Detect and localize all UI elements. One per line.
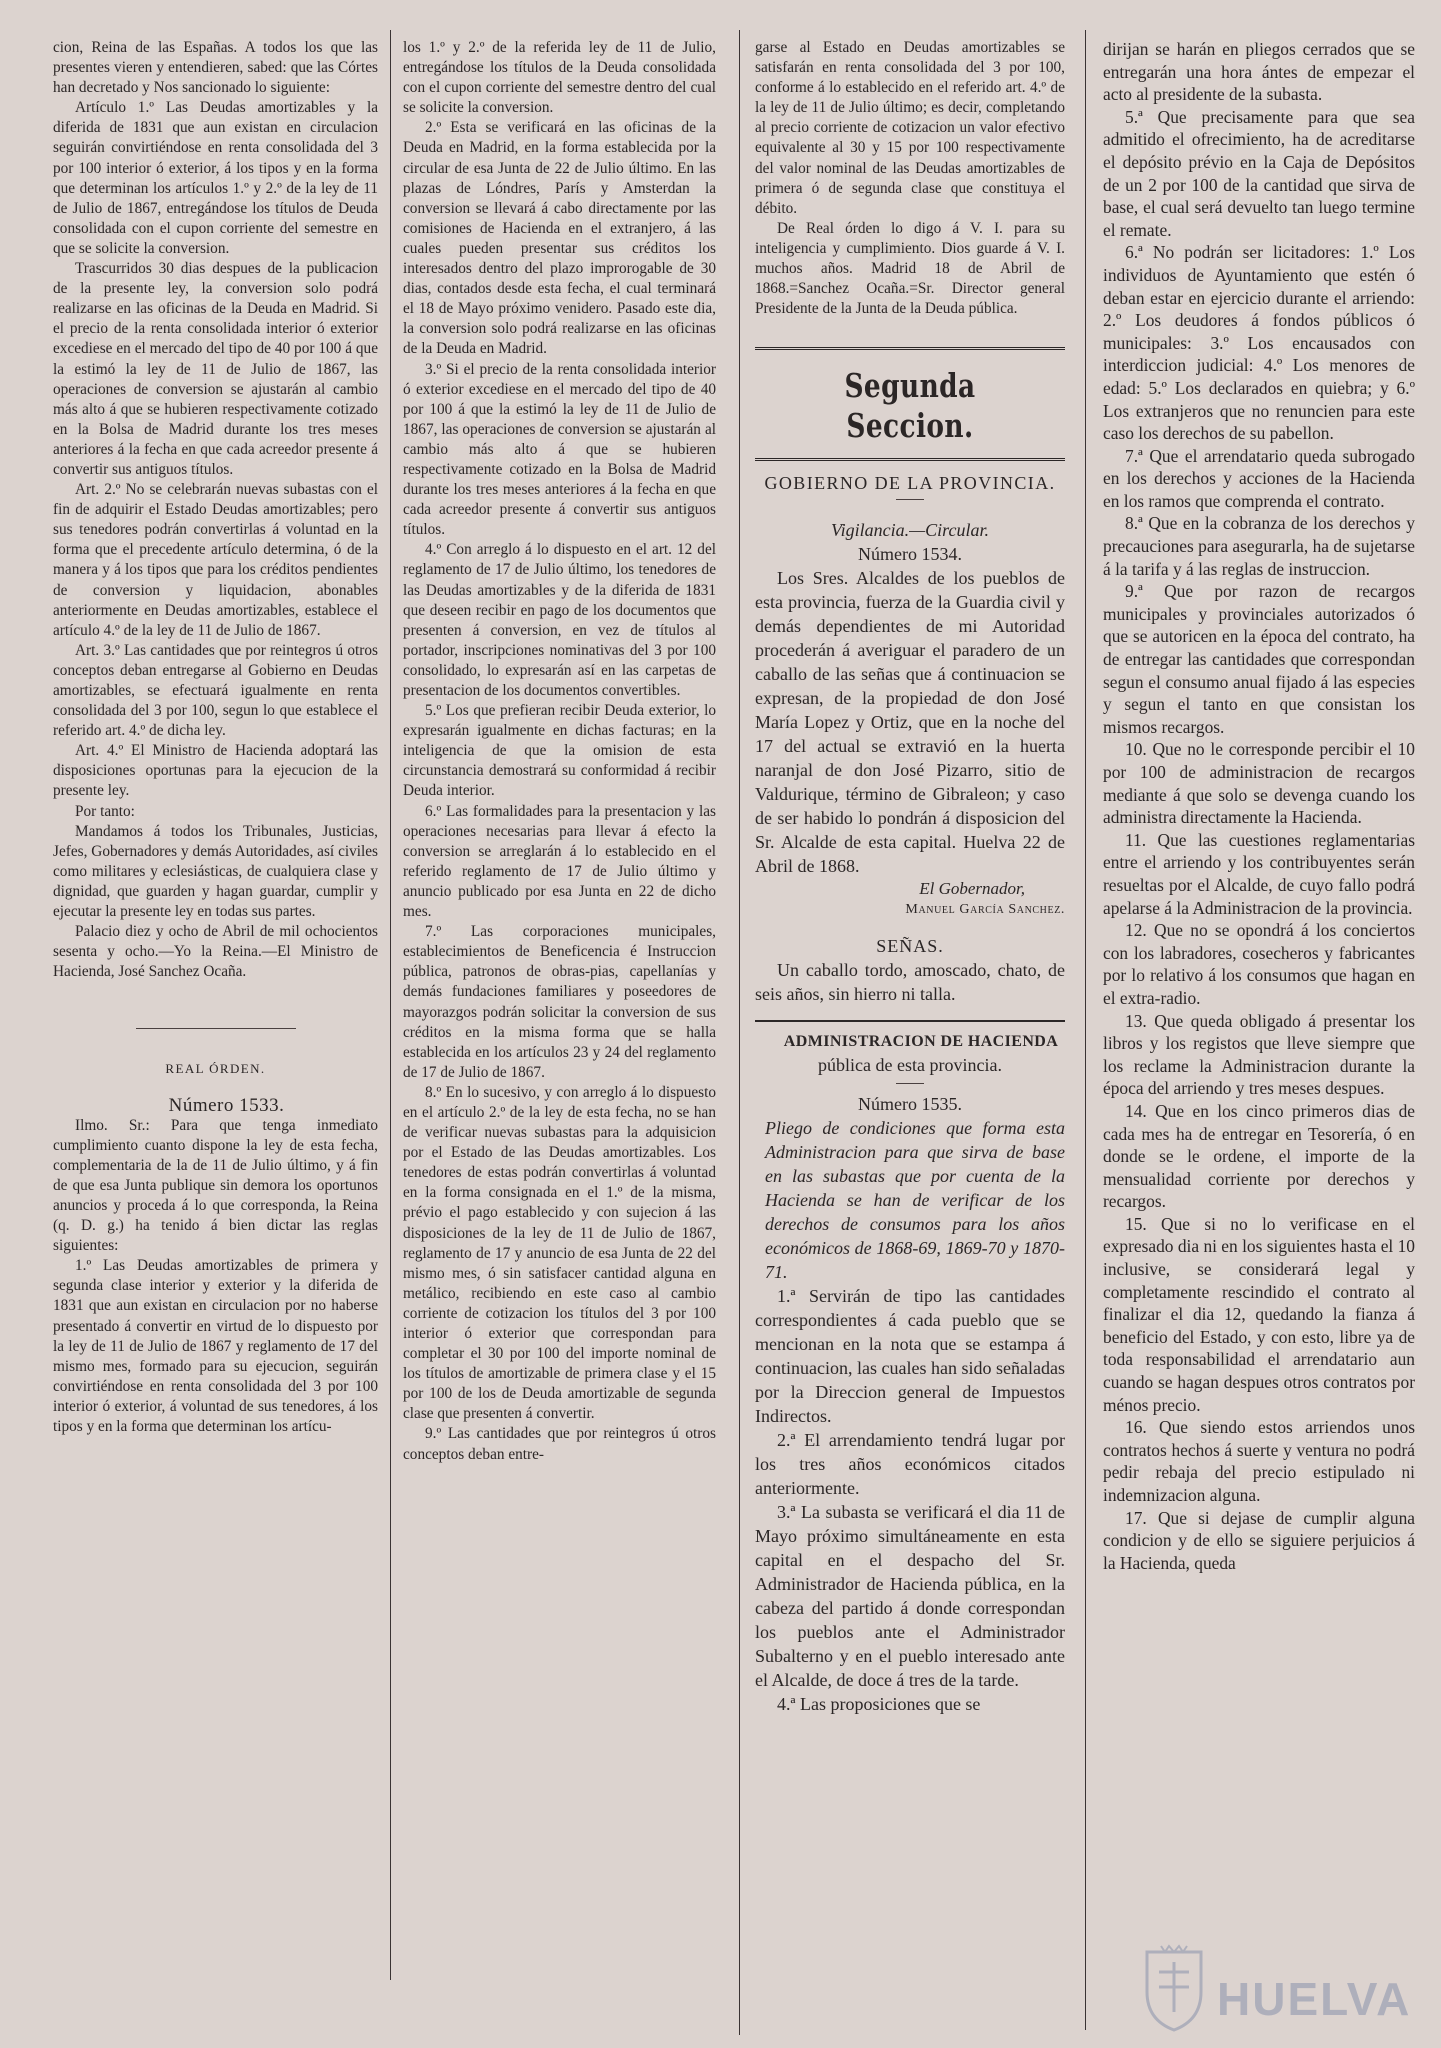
paragraph: 6.º Las formalidades para la presentacion y las operaciones necesarias para llevar á efecto la conversion se arreglarán á lo establecido en el referido reglamento de 17 de Julio último y anuncio publicado por esa Junta en 22 de dicho mes. (403, 802, 716, 921)
column-divider (1085, 30, 1086, 2030)
paragraph: 8.º En lo sucesivo, y con arreglo á lo dispuesto en el artículo 2.º de la ley de esta fecha, no se han de verificar nuevas subastas para la adquisicion por el Estado de las Deudas amortizables. Los tenedores de estas podrán convertirlas á voluntad en la forma consignada en el 1.º de la misma, prévio el pago establecido y con sujecion á las disposiciones de la ley de 11 de Julio de 1867, reglamento de 17 y anuncio de esa Junta de 22 del mismo mes, ó sin satisfacer cantidad alguna en metálico, recibiendo en este caso al cambio corriente de cotizacion los títulos del 3 por 100 interior ó exterior que correspondan para completar el 30 por 100 del importe nominal de los títulos de amortizable de primera clase y el 15 por 100 de los de Deuda amortizable de segunda clase que presenten á convertir. (403, 1083, 716, 1423)
paragraph: Artículo 1.º Las Deudas amortizables y la diferida de 1831 que aun existan en circulacion seguirán convirtiéndose en renta consolidada del 3 por 100 interior ó exterior, á los tipos y en la forma que determinan los artículos 1.º y 2.º de la ley de 11 de Julio de 1867, entregándose los títulos de Deuda consolidada con el cupon corriente del semestre en que se solicite la conversion. (53, 99, 378, 257)
paragraph: los 1.º y 2.º de la referida ley de 11 de Julio, entregándose los títulos de la Deuda consolidada con el cupon corriente del semestre dentro del cual se solicite la conversion. (403, 39, 716, 117)
huelva-watermark (1139, 1942, 1412, 2032)
divider (136, 1028, 296, 1029)
condition: 14. Que en los cinco primeros dias de cada mes ha de entregar en Tesorería, ó en donde se le ordene, el importe de la mensualidad corriente por derechos y recargos. (1103, 1100, 1415, 1212)
paragraph: Art. 2.º No se celebrarán nuevas subastas con el fin de adquirir el Estado Deudas amortizables; pero sus tenedores podrán convertirlas á voluntad en la forma que el precedente artículo determina, ó de la manera y á los tipos que para los créditos pendientes de conversion y liquidacion, abonables anteriormente en Deudas amortizables, establece el artículo 4.º de la ley de 11 de Julio de 1867. (53, 481, 378, 639)
column-3 (755, 38, 1065, 2033)
paragraph: dirijan se harán en pliegos cerrados que se entregarán una hora ántes de empezar el acto al presidente de la subasta. (1103, 39, 1415, 105)
paragraph: 3.º Si el precio de la renta consolidada interior ó exterior excediese en el mercado del tipo de 40 por 100 á que la estimó la ley de 11 de Julio de 1867, las operaciones de conversion se ajustarán al cambio más alto á que se hubieren respectivamente cotizado en la Bolsa de Madrid durante los tres meses anteriores á la fecha en que cada acreedor presente á convertir sus antiguos títulos. (403, 360, 716, 539)
section-title: Segunda Seccion. (844, 366, 976, 446)
column-divider (739, 30, 740, 2035)
paragraph: Mandamos á todos los Tribunales, Justicias, Jefes, Gobernadores y demás Autoridades, así civiles como militares y eclesiásticas, de cualquiera clase y dignidad, que guarden y hagan guardar, cumplir y ejecutar la presente ley en todas sus partes. (53, 822, 378, 921)
real-orden-heading: REAL ÓRDEN. (165, 1061, 266, 1077)
condition: 11. Que las cuestiones reglamentarias entre el arriendo y los contribuyentes serán resueltas por el Alcalde, de cuyo fallo podrá apelarse á la Administracion de la provincia. (1103, 829, 1415, 918)
condition: 3.ª La subasta se verificará el dia 11 de Mayo próximo simultáneamente en esta capital en el despacho del Sr. Administrador de Hacienda pública, en la cabeza del partido á donde correspondan los pueblos ante el Administrador Subalterno y en el pueblo interesado ante el Alcalde, de doce á tres de la tarde. (755, 1501, 1065, 1690)
vigilancia-heading: Vigilancia.—Circular. (830, 520, 989, 541)
divider (896, 1083, 924, 1084)
condition: 7.ª Que el arrendatario queda subrogado en los derechos y acciones de la Hacienda en los ramos que comprenda el contrato. (1103, 445, 1415, 511)
column-1 (53, 38, 378, 2033)
number-1534: Número 1534. (858, 544, 962, 565)
column-4 (1103, 38, 1415, 2033)
paragraph: 7.º Las corporaciones municipales, establecimientos de Beneficencia é Instruccion pública, patronos de obras-pias, capellanías y demás fundaciones familiares y poseedores de mayorazgos podrán solicitar la conversion de sus créditos en la misma forma que se halla establecida en los artículos 23 y 24 del reglamento de 17 de Julio de 1867. (403, 923, 716, 1081)
shield-icon (1139, 1942, 1209, 2032)
condition: 15. Que si no lo verificase en el expresado dia ni en los siguientes hasta el 10 inclusive, se considerará legal y completamente rescindido el contrato al finalizar el dia 12, quedando la fianza á beneficio del Estado, y con esto, libre ya de toda responsabilidad el arrendatario aun cuando se hagan despues otros contratos por ménos precio. (1103, 1213, 1415, 1415)
paragraph: Ilmo. Sr.: Para que tenga inmediato cumplimiento cuanto dispone la ley de esta fecha, complementaria de la de 11 de Julio último, y á fin de que esa Junta publique sin demora los oportunos anuncios y proceda á lo que corresponda, la Reina (q. D. g.) ha tenido á bien dictar las reglas siguientes: (53, 1116, 378, 1255)
condition: 13. Que queda obligado á presentar los libros y los registos que lleve siempre que los reclame la Administracion durante la época del arriendo y tres meses despues. (1103, 1010, 1415, 1099)
paragraph: 2.º Esta se verificará en las oficinas de la Deuda en Madrid, en la forma establecida por la circular de esa Junta de 22 de Julio último. En las plazas de Lóndres, París y Amsterdan la conversion se llevará á cabo directamente por las comisiones de Hacienda en el extranjero, á las cuales pueden presentar sus créditos los interesados dentro del plazo improrogable de 30 dias, contados desde esta fecha, el cual terminará el 18 de Mayo próximo venidero. Pasado este dia, la conversion solo podrá realizarse en las oficinas de la Deuda en Madrid. (403, 119, 716, 358)
column-2 (403, 38, 716, 2033)
condition: 1.ª Servirán de tipo las cantidades correspondientes á cada pueblo que se mencionan en la nota que se estampa á continuacion, las cuales han sido señaladas por la Direccion general de Impuestos Indirectos. (755, 1285, 1065, 1426)
admin-heading: ADMINISTRACION DE HACIENDA (783, 1033, 1059, 1051)
section-divider (755, 347, 1065, 350)
number-heading: Número 1533. (168, 1094, 285, 1116)
paragraph: 5.º Los que prefieran recibir Deuda exterior, lo expresarán igualmente en dichas facturas; en la inteligencia de que la omision de esta circunstancia demostrará su conformidad á recibir Deuda interior. (403, 702, 716, 800)
condition: 9.ª Que por razon de recargos municipales y provinciales autorizados ó que se autoricen en la época del contrato, ha de entregar las cantidades que correspondan segun el consumo anual fijado á las especies y segun el tanto en que consistan los mismos recargos. (1103, 581, 1415, 737)
divider (896, 499, 924, 500)
number-1535: Número 1535. (858, 1093, 962, 1114)
gobernador-name: Manuel García Sanchez. (905, 902, 1065, 918)
gobernador-title: El Gobernador, (919, 879, 1025, 899)
condition: 5.ª Que precisamente para que sea admitido el ofrecimiento, ha de acreditarse el depósito prévio en la Caja de Depósitos de un 2 por 100 de la cantidad que sirva de base, el cual será devuelto tan luego termine el remate. (1103, 106, 1415, 240)
watermark-text: HUELVA (1217, 1973, 1412, 2025)
senas-heading: SEÑAS. (876, 936, 944, 957)
condition: 16. Que siendo estos arriendos unos contratos hechos á suerte y ventura no podrá pedir rebaja del precio estipulado ni indemnizacion alguna. (1103, 1417, 1415, 1505)
pliego-text: Pliego de condiciones que forma esta Administracion para que sirva de base en las subastas que por cuenta de la Hacienda se han de verificar de los derechos de consumos para los años económicos de 1868-69, 1869-70 y 1870-71. (765, 1117, 1065, 1282)
section-divider (755, 458, 1065, 461)
condition: 2.ª El arrendamiento tendrá lugar por los tres años económicos citados anteriormente. (755, 1429, 1065, 1498)
condition: 4.ª Las proposiciones que se (777, 1693, 981, 1714)
senas-text: Un caballo tordo, amoscado, chato, de seis años, sin hierro ni talla. (755, 960, 1065, 1005)
paragraph: Art. 3.º Las cantidades que por reintegros ú otros conceptos deban entregarse al Gobierno en Deudas amortizables, se efectuará igualmente en renta consolidada del 3 por 100, segun lo que establece el referido art. 4.º de dicha ley. (53, 641, 378, 740)
condition: 17. Que si dejase de cumplir alguna condicion y de ello se siguiere perjuicios á la Hacienda, queda (1103, 1507, 1415, 1573)
column-divider (390, 30, 391, 1980)
section-divider (755, 1020, 1065, 1022)
paragraph: Art. 4.º El Ministro de Hacienda adoptará las disposiciones oportunas para la ejecucion de la presente ley. (53, 742, 378, 800)
vigilancia-text: Los Sres. Alcaldes de los pueblos de esta provincia, fuerza de la Guardia civil y demás dependientes de mi Autoridad procederán á averiguar el paradero de un caballo de las señas que á continuacion se expresan, de la propiedad de don José María Lopez y Ortiz, que en la noche del 17 del actual se extravió en la huerta naranjal de don José Pizarro, sitio de Valdurique, término de Gibraleon; y caso de ser habido lo pondrán á disposicion del Sr. Alcalde de esta capital. Huelva 22 de Abril de 1868. (755, 568, 1065, 877)
condition: 8.ª Que en la cobranza de los derechos y precauciones para asegurarla, ha de sujetarse á la tarifa y á las reglas de instruccion. (1103, 513, 1415, 579)
paragraph: 1.º Las Deudas amortizables de primera y segunda clase interior y exterior y la diferida de 1831 que aun existan en circulacion por no haberse presentado á convertir en virtud de lo dispuesto por la ley de 11 de Julio de 1867 y reglamento de 17 del mismo mes, formado para su ejecucion, seguirán convirtiéndose en renta consolidada del 3 por 100 interior ó exterior, á voluntad de sus tenedores, á los tipos y en la forma que determinan los artícu- (53, 1257, 378, 1435)
paragraph: Trascurridos 30 dias despues de la publicacion de la presente ley, la conversion solo podrá realizarse en las oficinas de la Deuda en Madrid. Si el precio de la renta consolidada interior ó exterior excediese en el mercado del tipo de 40 por 100 á que la estimó la ley de 11 de Julio de 1867, las operaciones de conversion se ajustarán al cambio más alto á que se hubieren respectivamente cotizado en la Bolsa de Madrid durante los tres meses anteriores á la fecha en que cada acreedor presente á convertir sus antiguos títulos. (53, 260, 378, 478)
paragraph: 9.º Las cantidades que por reintegros ú otros conceptos deban entre- (403, 1425, 716, 1463)
paragraph: 4.º Con arreglo á lo dispuesto en el art. 12 del reglamento de 17 de Julio último, los tenedores de las Deudas amortizables y de la diferida de 1831 que deseen recibir en pago de los documentos que presenten á conversion, en vez de títulos al portador, inscripciones nominativas del 3 por 100 consolidado, lo expresarán así en las carpetas de presentacion de los documentos convertibles. (403, 541, 716, 699)
paragraph: cion, Reina de las Españas. A todos los que las presentes vieren y entendieren, sabed: que las Córtes han decretado y Nos sancionado lo siguiente: (53, 39, 378, 97)
condition: 10. Que no le corresponde percibir el 10 por 100 de administracion de recargos mediante á que solo se devenga cuando los administra directamente la Hacienda. (1103, 739, 1415, 828)
paragraph: De Real órden lo digo á V. I. para su inteligencia y cumplimiento. Dios guarde á V. I. muchos años. Madrid 18 de Abril de 1868.=Sanchez Ocaña.=Sr. Director general Presidente de la Junta de la Deuda pública. (755, 219, 1065, 318)
condition: 6.ª No podrán ser licitadores: 1.º Los individuos de Ayuntamiento que estén ó deban estar en ejercicio durante el arriendo: 2.º Los deudores á fondos públicos ó municipales: 3.º Los encausados con interdiccion judicial: 4.º Los menores de edad: 5.º Los declarados en quiebra; y 6.º Los extranjeros que no renuncien para este caso los derechos de su pabellon. (1103, 242, 1415, 444)
paragraph: Palacio diez y ocho de Abril de mil ochocientos sesenta y ocho.—Yo la Reina.—El Ministro de Hacienda, José Sanchez Ocaña. (53, 923, 378, 981)
paragraph: Por tanto: (75, 802, 135, 820)
condition: 12. Que no se opondrá á los conciertos con los labradores, cosecheros y fabricantes por lo relativo á los consumos que hagan en el extra-radio. (1103, 920, 1415, 1008)
admin-subheading: pública de esta provincia. (818, 1054, 1002, 1075)
gobierno-heading: GOBIERNO DE LA PROVINCIA. (764, 473, 1056, 494)
paragraph: garse al Estado en Deudas amortizables se satisfarán en renta consolidada del 3 por 100, conforme á lo establecido en el referido art. 4.º de la ley de 11 de Julio último; es decir, completando al precio corriente de cotizacion un valor efectivo equivalente al 30 y 15 por 100 respectivamente del valor nominal de las Deudas amortizables de primera ó de segunda clase que constituya el débito. (755, 39, 1065, 217)
